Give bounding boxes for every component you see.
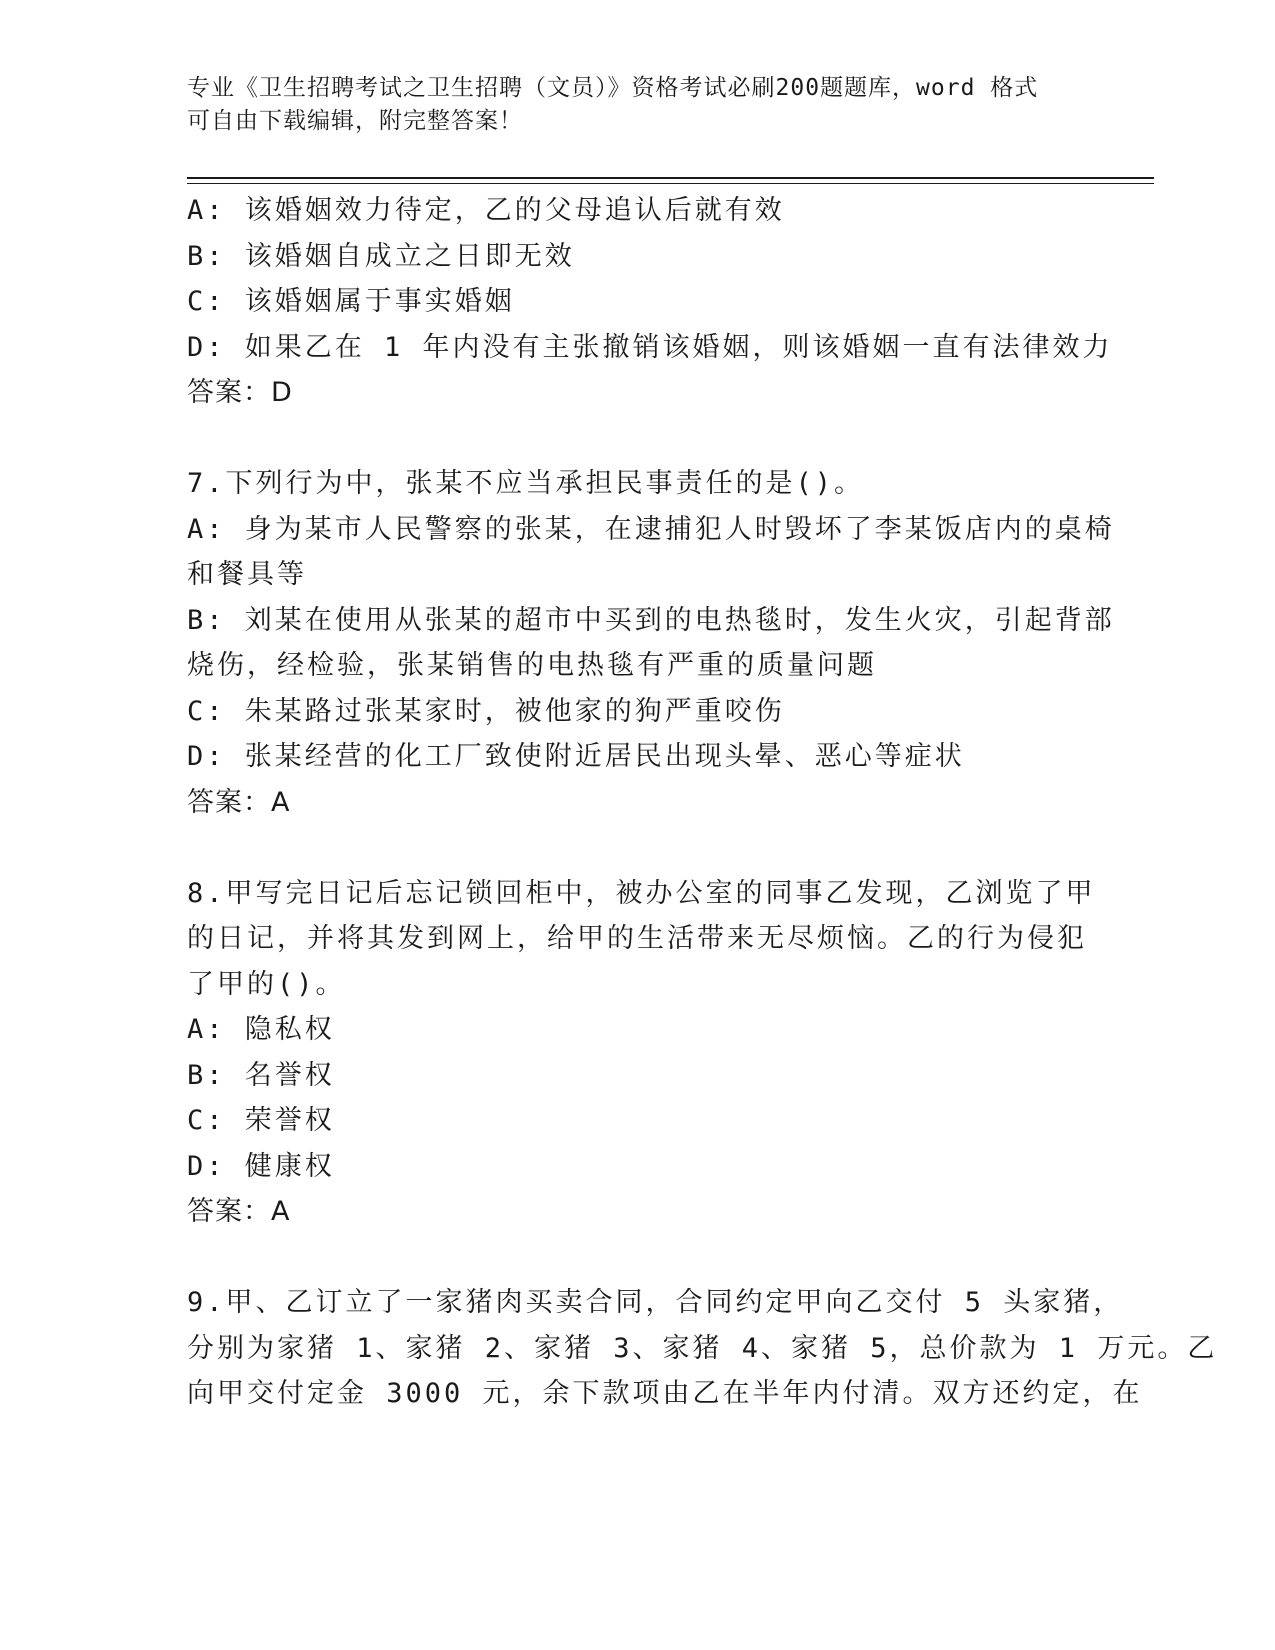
- header-line-2: 可自由下载编辑，附完整答案！: [187, 108, 523, 134]
- header-line-1: 专业《卫生招聘考试之卫生招聘（文员）》资格考试必刷200题题库，word 格式: [187, 75, 1039, 101]
- option-c: C: 荣誉权: [187, 1105, 335, 1136]
- spacer: [187, 416, 1087, 462]
- question-stem-cont: 分别为家猪 1、家猪 2、家猪 3、家猪 4、家猪 5，总价款为 1 万元。乙: [187, 1332, 1218, 1364]
- answer: 答案：A: [187, 1196, 291, 1227]
- question-6: [187, 188, 1113, 416]
- document-header: [187, 72, 1067, 138]
- spacer: [187, 1235, 1087, 1281]
- option-d: D: 健康权: [187, 1150, 335, 1182]
- answer: 答案：D: [187, 377, 293, 408]
- option-a: A: 隐私权: [187, 1014, 335, 1045]
- question-8: [187, 871, 1096, 1235]
- option-b: B: 该婚姻自成立之日即无效: [187, 240, 575, 272]
- question-stem: 8.甲写完日记后忘记锁回柜中，被办公室的同事乙发现，乙浏览了甲: [187, 877, 1096, 909]
- option-c: C: 该婚姻属于事实婚姻: [187, 286, 515, 317]
- question-stem: 9.甲、乙订立了一家猪肉买卖合同，合同约定甲向乙交付 5 头家猪，: [187, 1287, 1124, 1318]
- question-stem-cont: 的日记，并将其发到网上，给甲的生活带来无尽烦恼。乙的行为侵犯: [187, 923, 1087, 954]
- option-b: B: 名誉权: [187, 1059, 335, 1091]
- question-7: [187, 461, 1115, 825]
- spacer: [187, 825, 1087, 871]
- option-d: D: 如果乙在 1 年内没有主张撤销该婚姻，则该婚姻一直有法律效力: [187, 331, 1113, 363]
- option-b: B: 刘某在使用从张某的超市中买到的电热毯时，发生火灾，引起背部: [187, 604, 1115, 636]
- question-9: [187, 1280, 1218, 1417]
- answer: 答案：A: [187, 786, 291, 818]
- question-stem-cont: 了甲的()。: [187, 968, 346, 1000]
- document-body: [187, 188, 1218, 1417]
- option-b-cont: 烧伤，经检验，张某销售的电热毯有严重的质量问题: [187, 650, 877, 681]
- option-a: A: 身为某市人民警察的张某，在逮捕犯人时毁坏了李某饭店内的桌椅: [187, 513, 1115, 545]
- question-stem-cont: 向甲交付定金 3000 元，余下款项由乙在半年内付清。双方还约定，在: [187, 1378, 1143, 1409]
- option-a-cont: 和餐具等: [187, 559, 307, 590]
- option-c: C: 朱某路过张某家时，被他家的狗严重咬伤: [187, 695, 785, 727]
- option-d: D: 张某经营的化工厂致使附近居民出现头晕、恶心等症状: [187, 741, 965, 772]
- question-stem: 7.下列行为中，张某不应当承担民事责任的是()。: [187, 468, 865, 499]
- option-a: A: 该婚姻效力待定，乙的父母追认后就有效: [187, 195, 785, 226]
- header-rule-thick: [187, 177, 1154, 179]
- header-rule-thin: [187, 183, 1154, 184]
